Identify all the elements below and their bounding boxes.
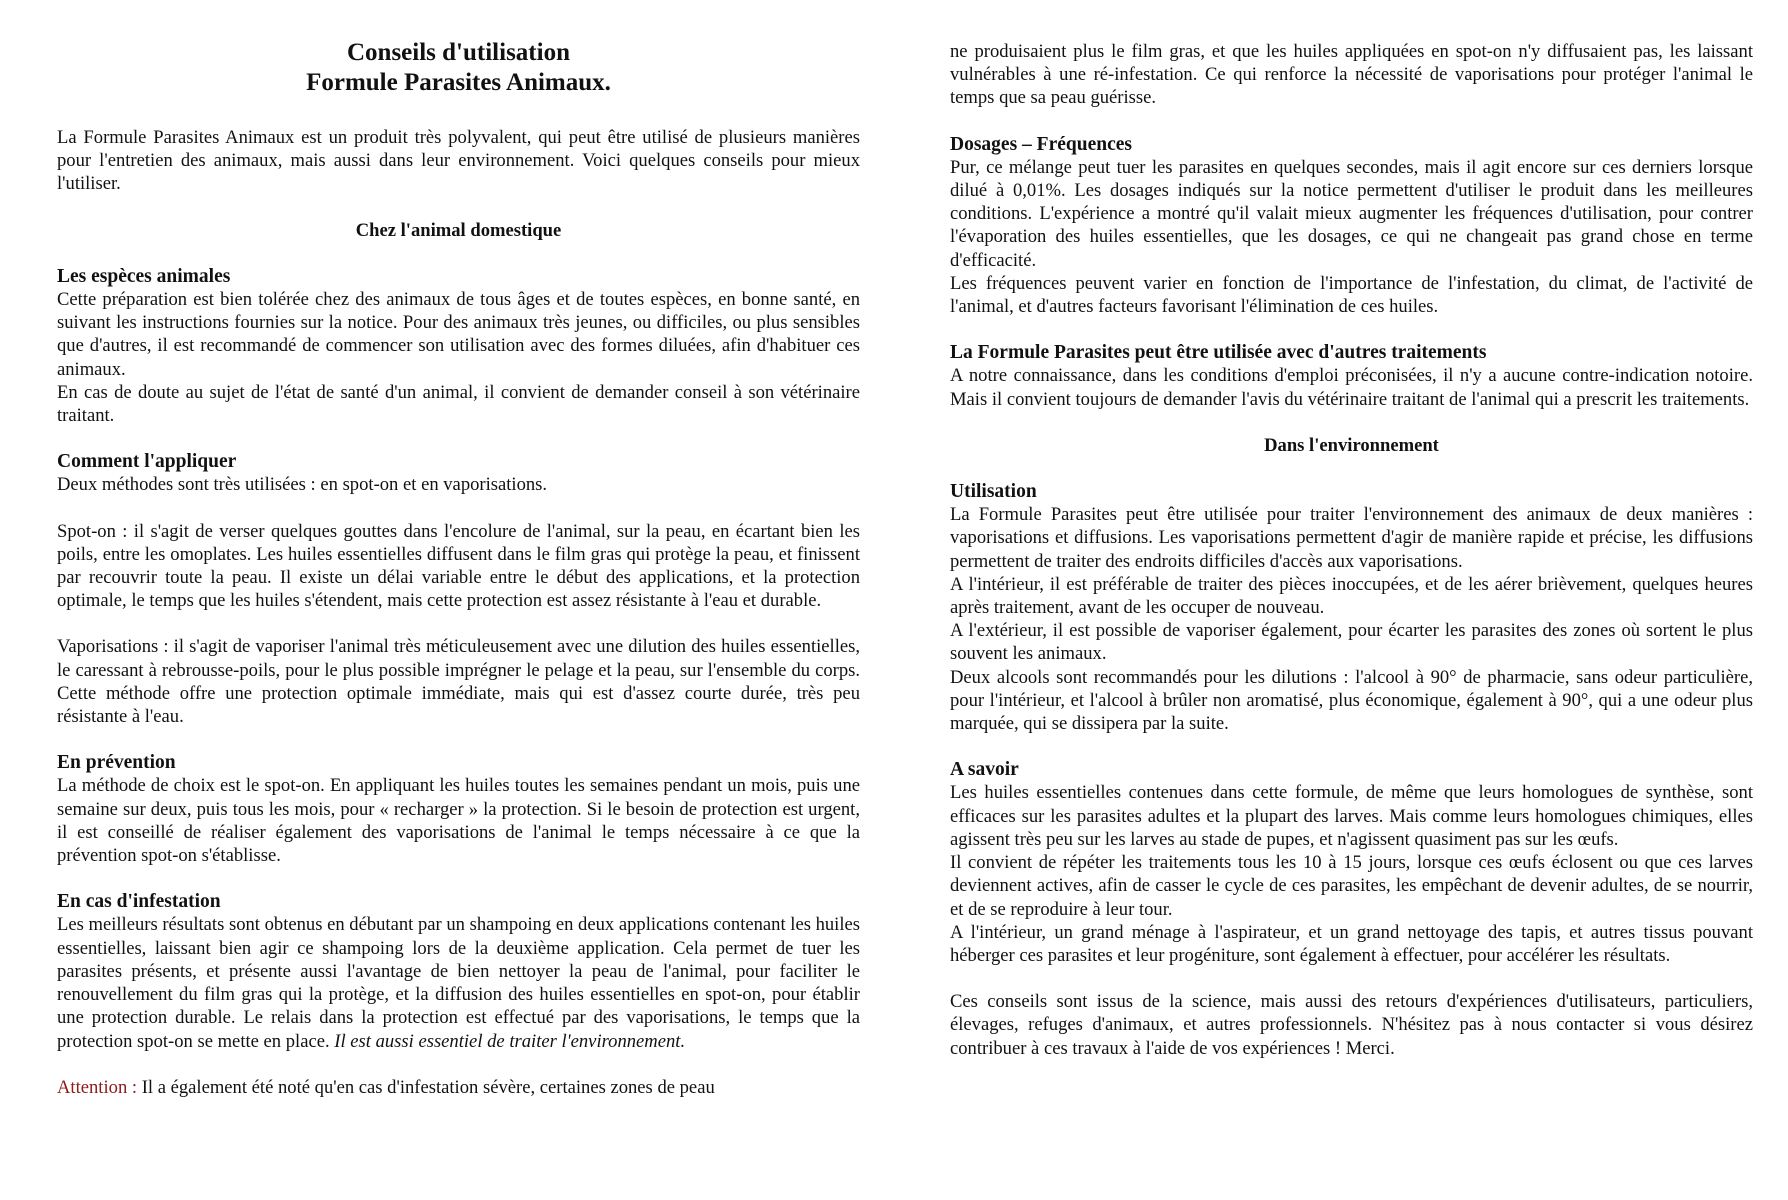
paragraph-utilisation-2: A l'intérieur, il est préférable de traiter des pièces inoccupées, et de les aérer brièvement, quelques heures après traitement, avant de les occuper de nouveau. — [950, 573, 1753, 619]
paragraph-savoir-2: Il convient de répéter les traitements tous les 10 à 15 jours, lorsque ces œufs éclosent ou que ces larves deviennent actives, afin de casser le cycle de ces parasites, les empêchant de devenir adultes, de se nourrir, et de se reproduire à leur tour. — [950, 852, 1753, 920]
heading-prevention: En prévention — [57, 752, 176, 774]
infestation-emphasis: Il est aussi essentiel de traiter l'environnement. — [334, 1030, 686, 1052]
paragraph-autres-traitements: A notre connaissance, dans les conditions d'emploi préconisées, il n'y a aucune contre-indication notoire. Mais il convient toujours de demander l'avis du vétérinaire traitant de l'animal qui a prescrit les traitements. — [950, 365, 1753, 410]
section-infestation — [57, 890, 860, 1052]
section-appliquer — [57, 450, 860, 496]
heading-autres-traitements: La Formule Parasites peut être utilisée avec d'autres traitements — [950, 342, 1487, 364]
paragraph-prevention: La méthode de choix est le spot-on. En appliquant les huiles toutes les semaines pendant un mois, puis une semaine sur deux, puis tous les mois, pour « recharger » la protection. Si le besoin de protection est urgent, il est conseillé de réaliser également des vaporisations de l'animal le temps nécessaire à ce que la prévention spot-on s'établisse. — [57, 775, 860, 867]
heading-especes: Les espèces animales — [57, 265, 231, 287]
attention-text: Il a également été noté qu'en cas d'infestation sévère, certaines zones de peau — [137, 1076, 715, 1098]
section-heading-environnement: Dans l'environnement — [1264, 434, 1439, 456]
intro-paragraph: La Formule Parasites Animaux est un produit très polyvalent, qui peut être utilisé de plusieurs manières pour l'entretien des animaux, mais aussi dans leur environnement. Voici quelques conseils pour mieux l'utiliser. — [57, 127, 860, 195]
attention-label: Attention : — [57, 1076, 138, 1098]
section-dosages — [950, 133, 1753, 319]
left-column — [57, 38, 860, 1099]
paragraph-conclusion: Ces conseils sont issus de la science, mais aussi des retours d'expériences d'utilisateurs, particuliers, élevages, refuges d'animaux, et autres professionnels. N'hésitez pas à nous contacter si vous désirez contribuer à ces travaux à l'aide de vos expériences ! Merci. — [950, 991, 1753, 1059]
infestation-text: Les meilleurs résultats sont obtenus en débutant par un shampoing en deux applications contenant les huiles essentielles, laissant bien agir ce shampoing lors de la deuxième application. Cela permet de tuer les parasites présents, et présente aussi l'avantage de bien nettoyer la peau de l'animal, pour faciliter le renouvellement du film gras qui la protège, et la diffusion des huiles essentielles en spot-on, pour établir une protection durable. Le relais dans la protection est effectué par des vaporisations, le temps que la protection spot-on se mette en place. — [57, 914, 860, 1052]
heading-appliquer: Comment l'appliquer — [57, 451, 237, 473]
heading-infestation: En cas d'infestation — [57, 891, 221, 913]
section-heading-animal: Chez l'animal domestique — [355, 219, 562, 241]
title-line-2: Formule Parasites Animaux. — [306, 69, 611, 96]
heading-a-savoir: A savoir — [950, 759, 1019, 781]
paragraph-attention — [57, 1076, 860, 1099]
section-especes — [57, 265, 860, 427]
section-prevention — [57, 751, 860, 867]
paragraph-dosages-1: Pur, ce mélange peut tuer les parasites en quelques secondes, mais il agit encore sur ces derniers lorsque dilué à 0,01%. Les dosages indiqués sur la notice permettent d'utiliser le produit dans les meilleures conditions. L'expérience a montré qu'il valait mieux augmenter les fréquences d'utilisation, pour contrer l'évaporation des huiles essentielles, que les dosages, ce qui ne changeait pas grand chose en terme d'efficacité. — [950, 156, 1753, 271]
right-column — [950, 40, 1753, 1060]
paragraph-continuation: ne produisaient plus le film gras, et que les huiles appliquées en spot-on n'y diffusaient pas, les laissant vulnérables à une ré-infestation. Ce qui renforce la nécessité de vaporisations pour protéger l'animal le temps que sa peau guérisse. — [950, 41, 1753, 109]
heading-utilisation: Utilisation — [950, 481, 1037, 503]
paragraph-utilisation-1: La Formule Parasites peut être utilisée pour traiter l'environnement des animaux de deux manières : vaporisations et diffusions. Les vaporisations permettent d'agir de manière rapide et précise, les diffusions permettent de traiter des endroits difficiles d'accès aux vaporisations. — [950, 504, 1753, 572]
paragraph-appliquer-1: Deux méthodes sont très utilisées : en spot-on et en vaporisations. — [57, 474, 548, 496]
paragraph-utilisation-4: Deux alcools sont recommandés pour les dilutions : l'alcool à 90° de pharmacie, sans odeur particulière, pour l'intérieur, et l'alcool à brûler non aromatisé, plus économique, également à 90°, qui a une odeur plus marquée, qui se dissipera par la suite. — [950, 666, 1753, 735]
paragraph-especes-2: En cas de doute au sujet de l'état de santé d'un animal, il convient de demander conseil à son vétérinaire traitant. — [57, 381, 860, 427]
paragraph-savoir-3: A l'intérieur, un grand ménage à l'aspirateur, et un grand nettoyage des tapis, et autres tissus pouvant héberger ces parasites et leur progéniture, sont également à effectuer, pour accélérer les résultats. — [950, 921, 1753, 966]
section-autres-traitements — [950, 341, 1753, 411]
section-a-savoir — [950, 758, 1753, 967]
title-line-1: Conseils d'utilisation — [347, 39, 570, 66]
paragraph-dosages-2: Les fréquences peuvent varier en fonction de l'importance de l'infestation, du climat, de l'activité de l'animal, et d'autres facteurs favorisant l'élimination de ces huiles. — [950, 272, 1753, 318]
paragraph-infestation — [57, 913, 860, 1052]
heading-dosages: Dosages – Fréquences — [950, 133, 1132, 155]
paragraph-utilisation-3: A l'extérieur, il est possible de vaporiser également, pour écarter les parasites des zones où sortent le plus souvent les animaux. — [950, 620, 1753, 665]
section-utilisation — [950, 480, 1753, 735]
paragraph-spot-on: Spot-on : il s'agit de verser quelques gouttes dans l'encolure de l'animal, sur la peau, en écartant bien les poils, entre les omoplates. Les huiles essentielles diffusent dans le film gras qui protège la peau, et finissent par recouvrir toute la peau. Il existe un délai variable entre le début des applications, et la protection optimale, le temps que les huiles s'étendent, mais cette protection est assez résistante à l'eau et durable. — [57, 520, 860, 612]
paragraph-savoir-1: Les huiles essentielles contenues dans cette formule, de même que leurs homologues de synthèse, sont efficaces sur les parasites adultes et la plupart des larves. Mais comme leurs homologues chimiques, elles agissent très peu sur les larves au stade de pupes, et n'agissent quasiment pas sur les œufs. — [950, 782, 1753, 850]
paragraph-especes-1: Cette préparation est bien tolérée chez des animaux de tous âges et de toutes espèces, en bonne santé, en suivant les instructions fournies sur la notice. Pour des animaux très jeunes, ou difficiles, ou plus sensibles que d'autres, il est recommandé de commencer son utilisation avec des formes diluées, afin d'habituer ces animaux. — [57, 289, 860, 380]
paragraph-vaporisations: Vaporisations : il s'agit de vaporiser l'animal très méticuleusement avec une dilution des huiles essentielles, le caressant à rebrousse-poils, pour le plus possible imprégner le pelage et la peau, sur l'ensemble du corps. Cette méthode offre une protection optimale immédiate, mais qui est d'assez courte durée, très peu résistante à l'eau. — [57, 636, 860, 728]
page-title — [57, 38, 860, 98]
